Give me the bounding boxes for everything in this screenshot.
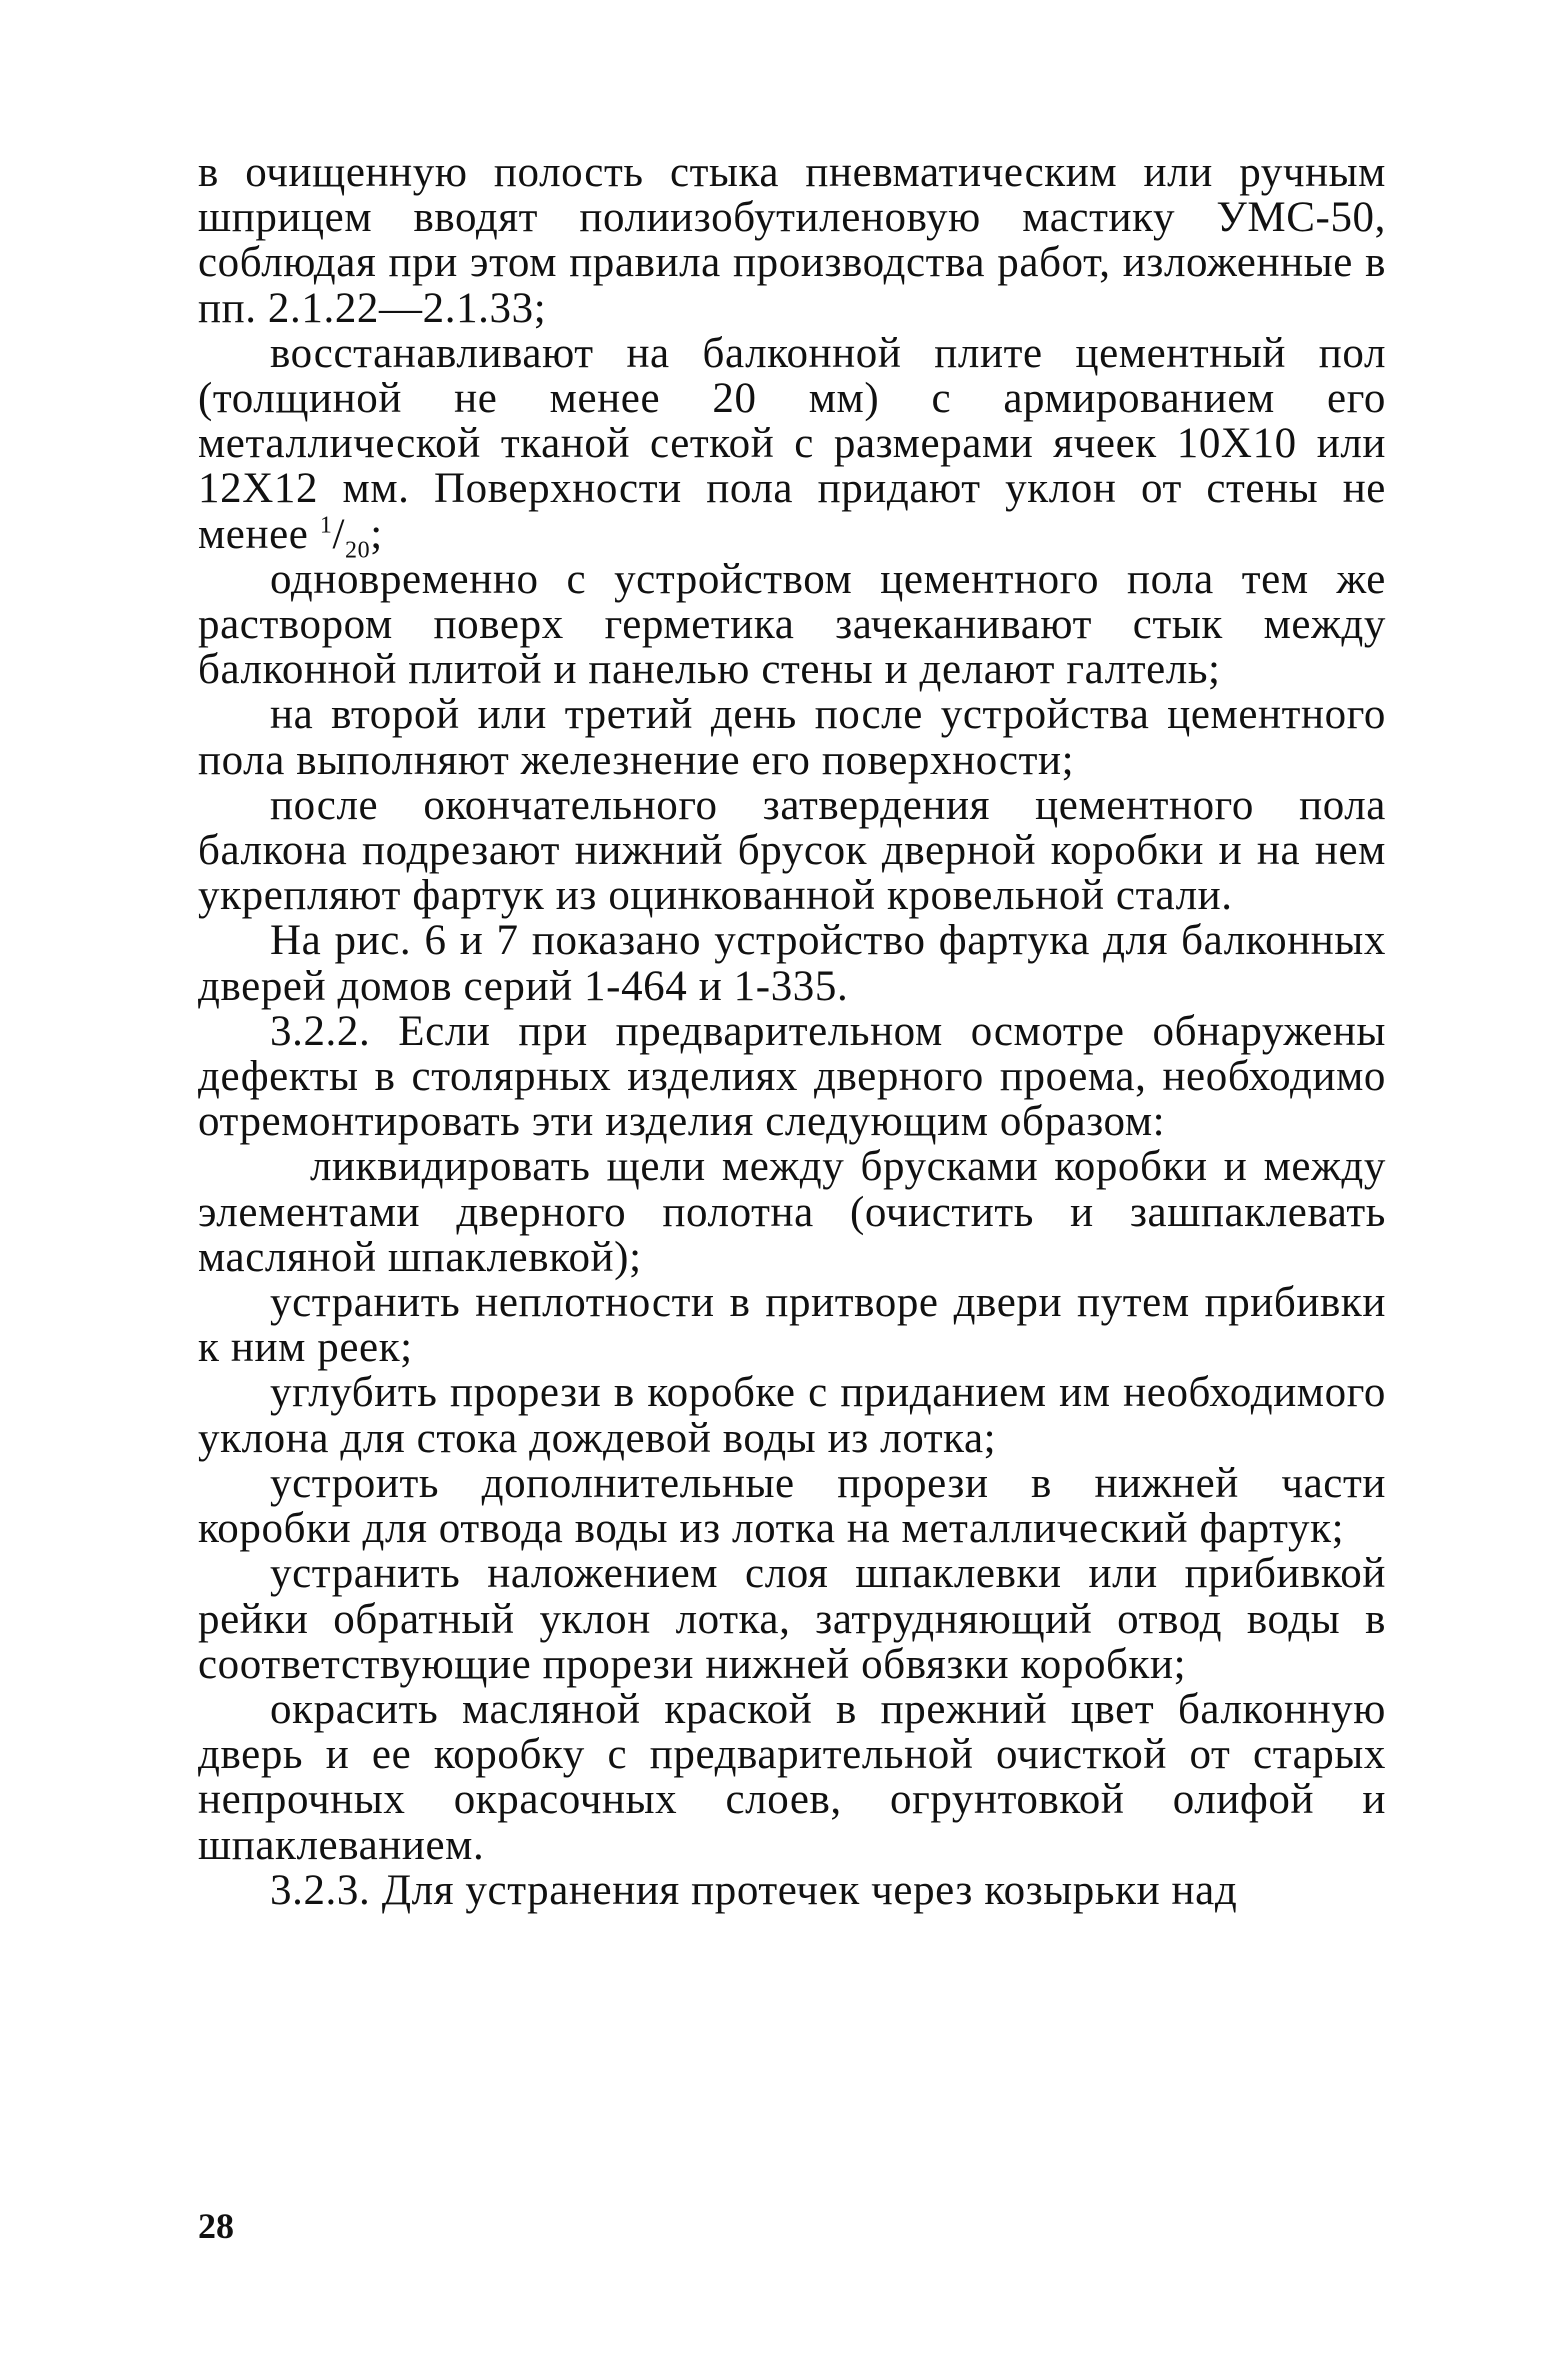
fraction-tail: ; (370, 510, 383, 558)
fraction-numerator: 1 (319, 512, 333, 539)
paragraph-7: 3.2.2. Если при предварительном осмотре обнаружены дефекты в столярных изделиях дверного проема, необходимо отремонтировать эти изделия следующим образом: (198, 1007, 1386, 1146)
paragraph-13: окрасить масляной краской в прежний цвет балконную дверь и ее коробку с предварительной очисткой от старых непрочных окрасочных слоев, огрунтовкой олифой и шпаклеванием. (198, 1685, 1386, 1869)
paragraph-3: одновременно с устройством цементного пола тем же раствором поверх герметика зачеканивают стык между балконной плитой и панелью стены и делают галтель; (198, 555, 1386, 694)
page-number: 28 (198, 2206, 234, 2246)
paragraph-14: 3.2.3. Для устранения протечек через козырьки над (270, 1866, 1238, 1914)
paragraph-2: восстанавливают на балконной плите цементный пол (толщиной не менее 20 мм) с армированием его металлической тканой сеткой с размерами ячеек 10Х10 или 12Х12 мм. Поверхности пола придают уклон от стены не менее $^1/_{20}$; (198, 329, 1386, 564)
paragraph-8: ликвидировать щели между брусками коробки и между элементами дверного полотна (очистить и зашпаклевать масляной шпаклевкой); (198, 1143, 1386, 1281)
paragraph-5: после окончательного затвердения цементного пола балкона подрезают нижний брусок дверной коробки и на нем укрепляют фартук из оцинкованной кровельной стали. (198, 781, 1386, 920)
paragraph-6: На рис. 6 и 7 показано устройство фартука для балконных дверей домов серий 1-464 и 1-335. (198, 917, 1386, 1010)
paragraph-11: устроить дополнительные прорези в нижней части коробки для отвода воды из лотка на металлический фартук; (198, 1459, 1386, 1553)
paragraph-12: устранить наложением слоя шпаклевки или прибивкой рейки обратный уклон лотка, затрудняющий отвод воды в соответствующие прорези нижней обвязки коробки; (198, 1550, 1386, 1688)
body-text (198, 150, 1386, 1913)
fraction-denominator: 20 (345, 537, 371, 564)
paragraph-2-text: восстанавливают на балконной плите цементный пол (толщиной не менее 20 мм) с армированием его металлической тканой сеткой с размерами ячеек 10Х10 или 12Х12 мм. Поверхности пола придают уклон от стены не менее (198, 329, 1386, 558)
paragraph-1: в очищенную полость стыка пневматическим или ручным шприцем вводят полиизобутиленовую мастику УМС-50, соблюдая при этом правила производства работ, изложенные в пп. 2.1.22—2.1.33; (198, 149, 1386, 332)
paragraph-10: углубить прорези в коробке с приданием им необходимого уклона для стока дождевой воды из лотка; (198, 1369, 1386, 1462)
paragraph-9: устранить неплотности в притворе двери путем прибивки к ним реек; (198, 1279, 1386, 1372)
paragraph-4: на второй или третий день после устройства цементного пола выполняют железнение его поверхности; (198, 691, 1386, 784)
